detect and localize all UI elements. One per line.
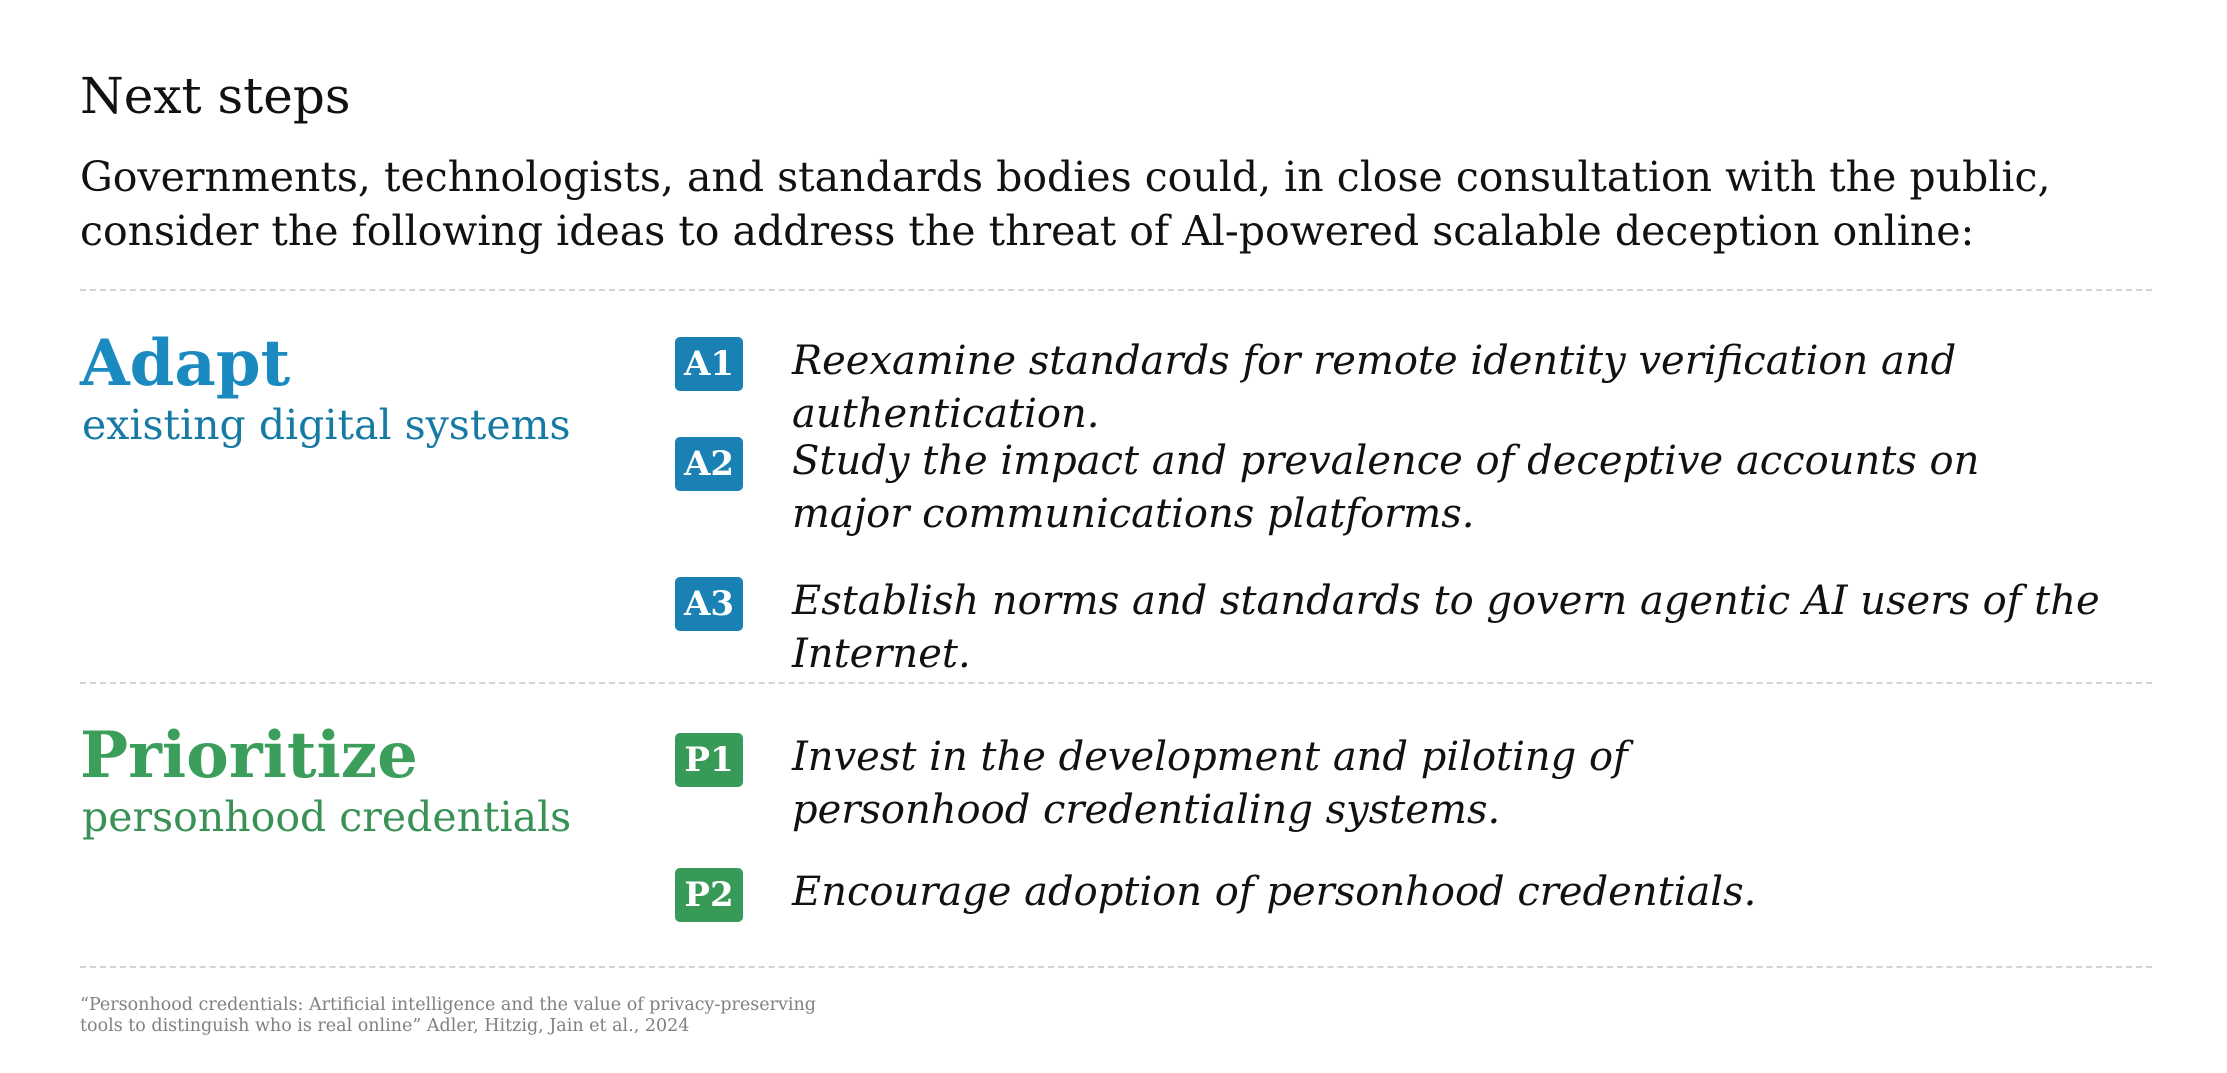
item-text-a1: Reexamine standards for remote identity verification and authentication. — [792, 338, 1957, 437]
badge-a1: A1 — [675, 337, 743, 391]
badge-p1: P1 — [675, 733, 743, 787]
divider — [80, 289, 2152, 291]
citation: “Personhood credentials: Artificial intelligence and the value of privacy-preserving tools to distinguish who is real online” Adler, Hitzig, Jain et al., 2024 — [80, 995, 816, 1036]
prioritize-heading — [80, 720, 640, 842]
item-text-a2: Study the impact and prevalence of deceptive accounts on major communications platforms. — [792, 438, 1980, 537]
page-title: Next steps — [80, 67, 351, 125]
item-text-p2: Encourage adoption of personhood credentials. — [792, 869, 1757, 915]
adapt-title: Adapt — [80, 326, 291, 401]
intro-paragraph: Governments, technologists, and standards bodies could, in close consultation with the public, consider the following ideas to address the threat of Al-powered scalable deception online: — [80, 153, 2051, 255]
badge-a3: A3 — [675, 577, 743, 631]
prioritize-subtitle: personhood credentials — [82, 793, 572, 841]
adapt-heading — [80, 328, 640, 450]
badge-p2: P2 — [675, 868, 743, 922]
adapt-subtitle: existing digital systems — [82, 401, 571, 449]
item-text-a3: Establish norms and standards to govern agentic AI users of the Internet. — [792, 578, 2100, 677]
divider — [80, 966, 2152, 968]
divider — [80, 682, 2152, 684]
badge-a2: A2 — [675, 437, 743, 491]
adapt-section — [80, 326, 2152, 677]
prioritize-title: Prioritize — [80, 718, 418, 793]
item-text-p1: Invest in the development and piloting of personhood credentialing systems. — [792, 734, 1628, 833]
next-steps-page — [80, 0, 2152, 1073]
prioritize-section — [80, 720, 2152, 950]
